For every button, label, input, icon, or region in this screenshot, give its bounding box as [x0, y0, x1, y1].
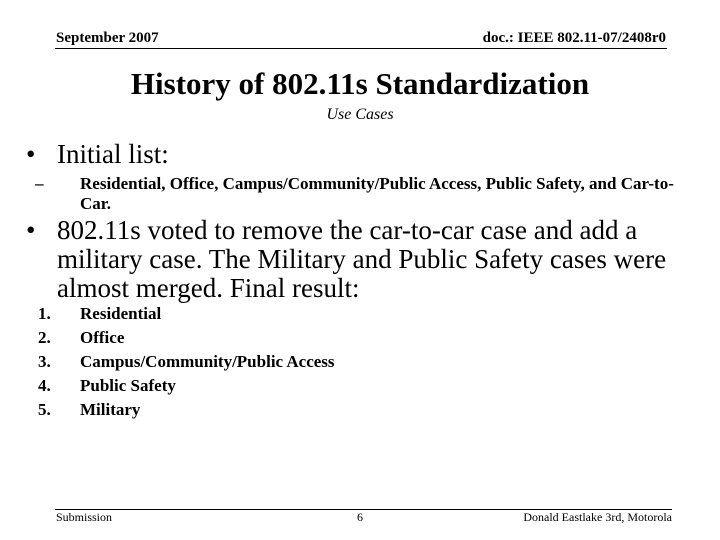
header-doc-id: doc.: IEEE 802.11-07/2408r0 [482, 30, 666, 46]
list-label: Public Safety [80, 376, 176, 395]
list-number: 5. [38, 400, 51, 419]
sub-bullet-text: Residential, Office, Campus/Community/Public Access, Public Safety, and Car-to-Car. [80, 174, 674, 213]
bullet-icon: • [26, 139, 36, 169]
header-divider [55, 48, 667, 49]
bullet-text: Initial list: [57, 139, 169, 169]
slide-subtitle: Use Cases [326, 106, 394, 123]
footer-page-number: 6 [357, 510, 363, 524]
list-number: 1. [38, 304, 51, 323]
list-number: 2. [38, 328, 51, 347]
header-date: September 2007 [56, 30, 159, 46]
footer-author: Donald Eastlake 3rd, Motorola [523, 510, 672, 524]
list-label: Residential [80, 304, 162, 323]
dash-icon: – [35, 174, 44, 193]
bullet-text: 802.11s voted to remove the car-to-car case and add a military case. The Military and Public Safety cases were almost merged. Final result: [57, 215, 667, 303]
list-number: 4. [38, 376, 51, 395]
slide-title: History of 802.11s Standardization [130, 66, 590, 101]
list-label: Office [80, 328, 125, 347]
bullet-icon: • [26, 215, 36, 245]
list-label: Campus/Community/Public Access [80, 352, 335, 371]
list-label: Military [80, 400, 141, 419]
footer-submission: Submission [56, 510, 113, 524]
list-number: 3. [38, 352, 51, 371]
